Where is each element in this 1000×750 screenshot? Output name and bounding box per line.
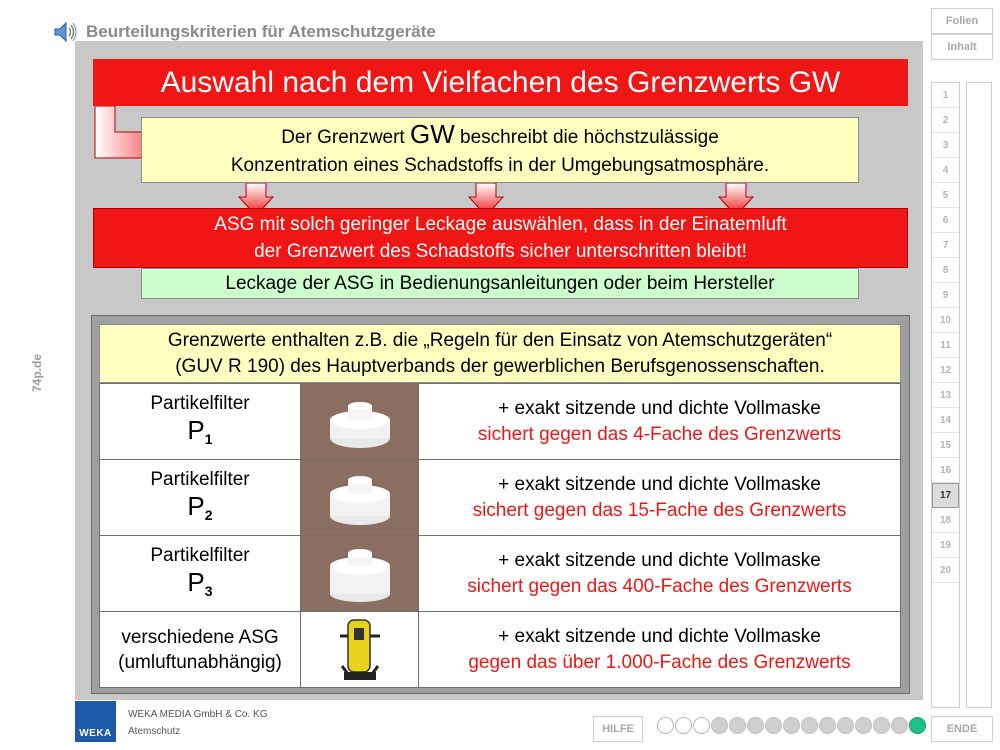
progress-dot[interactable] xyxy=(891,717,908,734)
definition-line2: Konzentration eines Schadstoffs in der Umgebungsatmosphäre. xyxy=(230,155,770,176)
asg-line1: ASG mit solch geringer Leckage auswählen, dass in der Einatemluft xyxy=(214,214,787,235)
filter-label-cell: Partikelfilter $P_1$ xyxy=(100,384,301,460)
watermark xyxy=(28,350,52,400)
progress-dot[interactable] xyxy=(801,717,818,734)
slide-number-5[interactable]: 5 xyxy=(932,183,959,208)
slide-number-3[interactable]: 3 xyxy=(932,133,959,158)
leakage-box: Leckage der ASG in Bedienungsanleitungen oder beim Hersteller xyxy=(141,268,859,299)
particle-filter-image xyxy=(301,536,418,611)
filter-photo-cell xyxy=(301,460,419,536)
protection-cell: + exakt sitzende und dichte Vollmaske sichert gegen das 400-Fache des Grenzwerts xyxy=(419,536,901,612)
slide-number-14[interactable]: 14 xyxy=(932,408,959,433)
asg-line2: der Grenzwert des Schadstoffs sicher unterschritten bleibt! xyxy=(254,241,747,262)
grenzwerte-line1: Grenzwerte enthalten z.B. die „Regeln für den Einsatz von Atemschutzgeräten“ xyxy=(167,329,833,351)
slide-number-11[interactable]: 11 xyxy=(932,333,959,358)
slide-number-1[interactable]: 1 xyxy=(932,83,959,108)
slide-number-20[interactable]: 20 xyxy=(932,558,959,583)
asg-selection-box xyxy=(93,208,908,268)
slide-number-10[interactable]: 10 xyxy=(932,308,959,333)
filter-label-cell: Partikelfilter $P_3$ xyxy=(100,536,301,612)
slide-number-8[interactable]: 8 xyxy=(932,258,959,283)
progress-dot[interactable] xyxy=(783,717,800,734)
particle-filter-image xyxy=(301,384,418,459)
particle-filter-image xyxy=(301,460,418,535)
progress-dot[interactable] xyxy=(693,717,710,734)
protection-cell: + exakt sitzende und dichte Vollmaske sichert gegen das 4-Fache des Grenzwerts xyxy=(419,384,901,460)
progress-dot[interactable] xyxy=(873,717,890,734)
progress-dot[interactable] xyxy=(675,717,692,734)
table-row xyxy=(100,384,901,460)
protection-cell: + exakt sitzende und dichte Vollmaske gegen das über 1.000-Fache des Grenzwerts xyxy=(419,612,901,688)
slide-number-15[interactable]: 15 xyxy=(932,433,959,458)
filter-photo-cell xyxy=(301,536,419,612)
filter-table xyxy=(99,383,901,688)
progress-dot[interactable] xyxy=(711,717,728,734)
slide-number-16[interactable]: 16 xyxy=(932,458,959,483)
slide-number-18[interactable]: 18 xyxy=(932,508,959,533)
progress-dot[interactable] xyxy=(837,717,854,734)
progress-dots xyxy=(657,716,926,734)
folien-button[interactable]: Folien xyxy=(931,8,993,34)
table-row xyxy=(100,460,901,536)
progress-dot[interactable] xyxy=(909,717,926,734)
definition-box xyxy=(141,117,859,183)
header-title: Beurteilungskriterien für Atemschutzgeräte xyxy=(86,22,436,41)
scrollbar[interactable] xyxy=(966,82,992,708)
definition-line1: Der Grenzwert GW beschreibt die höchstzulässige xyxy=(281,119,719,149)
company-name: WEKA MEDIA GmbH & Co. KG xyxy=(128,709,268,720)
filter-label-cell: verschiedene ASG (umluftunabhängig) xyxy=(100,612,301,688)
table-row xyxy=(100,612,901,688)
table-row xyxy=(100,536,901,612)
progress-dot[interactable] xyxy=(747,717,764,734)
progress-dot[interactable] xyxy=(855,717,872,734)
slide-number-9[interactable]: 9 xyxy=(932,283,959,308)
ende-button[interactable]: ENDE xyxy=(931,716,993,742)
protection-cell: + exakt sitzende und dichte Vollmaske sichert gegen das 15-Fache des Grenzwerts xyxy=(419,460,901,536)
progress-dot[interactable] xyxy=(657,717,674,734)
progress-dot[interactable] xyxy=(819,717,836,734)
slide-number-6[interactable]: 6 xyxy=(932,208,959,233)
slide-number-4[interactable]: 4 xyxy=(932,158,959,183)
slide-number-13[interactable]: 13 xyxy=(932,383,959,408)
slide-number-12[interactable]: 12 xyxy=(932,358,959,383)
slide-title: Auswahl nach dem Vielfachen des Grenzwerts GW xyxy=(93,59,908,106)
progress-dot[interactable] xyxy=(729,717,746,734)
weka-logo: WEKA xyxy=(75,701,116,742)
slide-number-17[interactable]: 17 xyxy=(932,483,959,508)
slide-number-19[interactable]: 19 xyxy=(932,533,959,558)
subject-name: Atemschutz xyxy=(128,726,181,737)
filter-photo-cell xyxy=(301,612,419,688)
slide-number-7[interactable]: 7 xyxy=(932,233,959,258)
filter-photo-cell xyxy=(301,384,419,460)
progress-dot[interactable] xyxy=(765,717,782,734)
hilfe-button[interactable]: HILFE xyxy=(593,716,643,742)
inhalt-button[interactable]: Inhalt xyxy=(931,34,993,60)
watermark-text: 74p.de xyxy=(30,353,45,393)
slide-number-list xyxy=(931,82,960,708)
breathing-apparatus-image xyxy=(301,612,418,687)
slide-number-2[interactable]: 2 xyxy=(932,108,959,133)
grenzwerte-box xyxy=(99,324,901,383)
footer-text xyxy=(128,706,267,740)
gw-term: GW xyxy=(410,119,455,149)
grenzwerte-line2: (GUV R 190) des Hauptverbands der gewerblichen Berufsgenossenschaften. xyxy=(175,355,825,377)
filter-label-cell: Partikelfilter $P_2$ xyxy=(100,460,301,536)
